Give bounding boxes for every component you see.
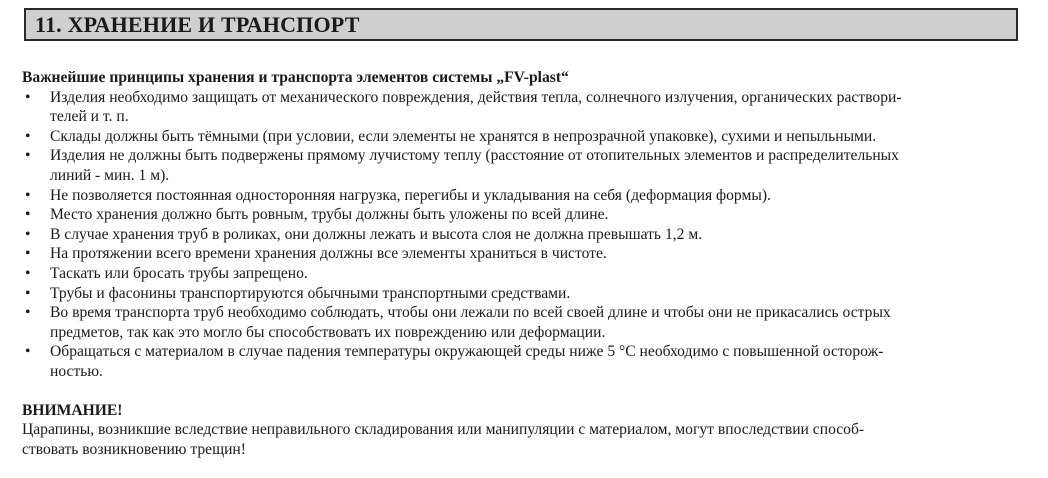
warning-title: ВНИМАНИЕ! (22, 401, 123, 419)
list-item (22, 264, 1028, 284)
section-title: 11. ХРАНЕНИЕ И ТРАНСПОРТ (24, 8, 1018, 41)
list-item-text: На протяжении всего времени хранения должны все элементы храниться в чистоте. (50, 245, 607, 263)
list-item-text: Склады должны быть тёмными (при условии, если элементы не хранятся в непрозрачной упаковке), сухими и непыльными. (50, 127, 877, 145)
document-body (22, 68, 1028, 459)
bullet-icon: • (25, 343, 31, 361)
principles-list (22, 88, 1028, 382)
list-item (22, 244, 1028, 264)
list-item (22, 205, 1028, 225)
bullet-icon: • (25, 225, 31, 243)
list-item-text: Трубы и фасонины транспортируются обычными транспортными средствами. (50, 284, 571, 302)
list-item (22, 186, 1028, 206)
list-item-text: Изделия необходимо защищать от механического повреждения, действия тепла, солнечного излучения, органических раствори- телей и т. п. (50, 88, 902, 126)
list-item-text: Место хранения должно быть ровным, трубы должны быть уложены по всей длине. (50, 206, 609, 224)
list-item-text: Обращаться с материалом в случае падения температуры окружающей среды ниже 5 °С необходимо с повышенной осторож- ностью. (50, 343, 884, 380)
bullet-icon: • (25, 127, 31, 145)
list-item (22, 146, 1028, 185)
bullet-icon: • (25, 264, 31, 282)
list-item-text: В случае хранения труб в роликах, они должны лежать и высота слоя не должна превышать 1,2 м. (50, 225, 703, 243)
bullet-icon: • (25, 206, 31, 224)
list-item (22, 88, 1028, 127)
list-item-text: Таскать или бросать трубы запрещено. (50, 264, 308, 282)
bullet-icon: • (25, 284, 31, 302)
warning-text: Царапины, возникшие вследствие неправильного складирования или манипуляции с материалом, могут впоследствии способ- ствовать возникновению трещин! (22, 421, 865, 458)
list-item (22, 284, 1028, 304)
list-item-text: Не позволяется постоянная односторонняя нагрузка, перегибы и укладывания на себя (деформация формы). (50, 186, 771, 204)
list-item (22, 303, 1028, 342)
list-item-text: Изделия не должны быть подвержены прямому лучистому теплу (расстояние от отопительных элементов и распределительных линий - мин. 1 м). (50, 147, 899, 184)
list-item (22, 225, 1028, 245)
list-item-text: Во время транспорта труб необходимо соблюдать, чтобы они лежали по всей своей длине и чтобы они не прикасались острых предметов, так как это могло бы способствовать их повреждению или деформации. (50, 304, 891, 341)
bullet-icon: • (25, 304, 31, 322)
list-item (22, 127, 1028, 147)
bullet-icon: • (25, 245, 31, 263)
bullet-icon: • (25, 147, 31, 165)
list-item (22, 342, 1028, 381)
bullet-icon: • (25, 186, 31, 204)
bullet-icon: • (25, 88, 31, 106)
intro-heading: Важнейшие принципы хранения и транспорта элементов системы „FV-plast“ (22, 69, 569, 86)
